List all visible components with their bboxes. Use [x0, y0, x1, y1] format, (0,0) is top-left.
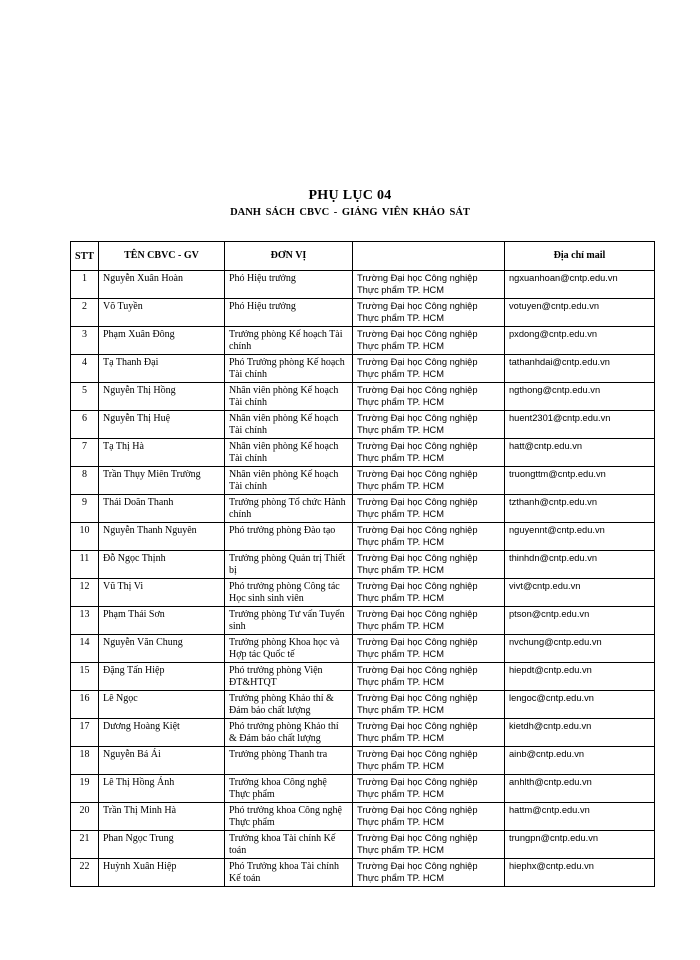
cell-stt: 9 — [71, 495, 99, 523]
table-row — [71, 719, 655, 747]
cell-stt: 3 — [71, 327, 99, 355]
cell-email: trungpn@cntp.edu.vn — [505, 831, 655, 859]
cell-school: Trường Đại học Công nghiệp Thực phẩm TP. HCM — [353, 607, 505, 635]
cell-email: ptson@cntp.edu.vn — [505, 607, 655, 635]
cell-email: nguyennt@cntp.edu.vn — [505, 523, 655, 551]
table-row — [71, 691, 655, 719]
cell-unit: Nhân viên phòng Kế hoạch Tài chính — [225, 439, 353, 467]
cell-school: Trường Đại học Công nghiệp Thực phẩm TP. HCM — [353, 747, 505, 775]
cell-unit: Phó trưởng khoa Công nghệ Thực phẩm — [225, 803, 353, 831]
table-row — [71, 355, 655, 383]
cell-stt: 11 — [71, 551, 99, 579]
cell-stt: 17 — [71, 719, 99, 747]
table-row — [71, 383, 655, 411]
cell-name: Tạ Thị Hà — [99, 439, 225, 467]
table-row — [71, 803, 655, 831]
cell-unit: Phó trưởng phòng Khảo thí & Đảm bảo chất lượng — [225, 719, 353, 747]
cell-stt: 14 — [71, 635, 99, 663]
table-row — [71, 439, 655, 467]
cell-name: Đỗ Ngọc Thịnh — [99, 551, 225, 579]
cell-name: Nguyễn Bá Ái — [99, 747, 225, 775]
cell-unit: Trưởng phòng Quản trị Thiết bị — [225, 551, 353, 579]
cell-stt: 22 — [71, 859, 99, 887]
cell-email: anhlth@cntp.edu.vn — [505, 775, 655, 803]
cell-name: Thái Doãn Thanh — [99, 495, 225, 523]
cell-name: Trần Thị Minh Hà — [99, 803, 225, 831]
cell-name: Lê Ngọc — [99, 691, 225, 719]
cell-stt: 13 — [71, 607, 99, 635]
cell-name: Phạm Xuân Đông — [99, 327, 225, 355]
cell-stt: 18 — [71, 747, 99, 775]
cell-unit: Trưởng phòng Kế hoạch Tài chính — [225, 327, 353, 355]
cell-school: Trường Đại học Công nghiệp Thực phẩm TP. HCM — [353, 299, 505, 327]
table-row — [71, 495, 655, 523]
cell-email: truongttm@cntp.edu.vn — [505, 467, 655, 495]
table-row — [71, 327, 655, 355]
cell-unit: Nhân viên phòng Kế hoạch Tài chính — [225, 411, 353, 439]
cell-unit: Phó Trưởng khoa Tài chính Kế toán — [225, 859, 353, 887]
cell-name: Trần Thụy Miên Trường — [99, 467, 225, 495]
cell-unit: Trưởng phòng Tổ chức Hành chính — [225, 495, 353, 523]
cell-unit: Phó Hiệu trưởng — [225, 271, 353, 299]
cell-school: Trường Đại học Công nghiệp Thực phẩm TP. HCM — [353, 691, 505, 719]
cell-school: Trường Đại học Công nghiệp Thực phẩm TP. HCM — [353, 803, 505, 831]
cell-school: Trường Đại học Công nghiệp Thực phẩm TP. HCM — [353, 355, 505, 383]
table-row — [71, 271, 655, 299]
header-stt: STT — [71, 242, 99, 271]
cell-email: tzthanh@cntp.edu.vn — [505, 495, 655, 523]
cell-school: Trường Đại học Công nghiệp Thực phẩm TP. HCM — [353, 411, 505, 439]
cell-school: Trường Đại học Công nghiệp Thực phẩm TP. HCM — [353, 327, 505, 355]
cell-email: hattm@cntp.edu.vn — [505, 803, 655, 831]
table-row — [71, 579, 655, 607]
cell-school: Trường Đại học Công nghiệp Thực phẩm TP. HCM — [353, 831, 505, 859]
cell-name: Dương Hoàng Kiệt — [99, 719, 225, 747]
cell-school: Trường Đại học Công nghiệp Thực phẩm TP. HCM — [353, 635, 505, 663]
cell-name: Vũ Thị Vi — [99, 579, 225, 607]
cell-email: nvchung@cntp.edu.vn — [505, 635, 655, 663]
cell-name: Nguyễn Thị Huệ — [99, 411, 225, 439]
cell-stt: 20 — [71, 803, 99, 831]
table-row — [71, 551, 655, 579]
cell-email: ngxuanhoan@cntp.edu.vn — [505, 271, 655, 299]
cell-email: pxdong@cntp.edu.vn — [505, 327, 655, 355]
table-row — [71, 831, 655, 859]
cell-email: votuyen@cntp.edu.vn — [505, 299, 655, 327]
header-name: TÊN CBVC - GV — [99, 242, 225, 271]
cell-school: Trường Đại học Công nghiệp Thực phẩm TP. HCM — [353, 383, 505, 411]
table-row — [71, 663, 655, 691]
cell-name: Nguyễn Xuân Hoàn — [99, 271, 225, 299]
table-row — [71, 523, 655, 551]
table-header-row — [71, 242, 655, 271]
cell-unit: Phó Trưởng phòng Kế hoạch Tài chính — [225, 355, 353, 383]
cell-unit: Trưởng phòng Khoa học và Hợp tác Quốc tế — [225, 635, 353, 663]
cell-stt: 1 — [71, 271, 99, 299]
cell-name: Đặng Tấn Hiệp — [99, 663, 225, 691]
cell-email: huent2301@cntp.edu.vn — [505, 411, 655, 439]
cell-name: Lê Thị Hồng Ánh — [99, 775, 225, 803]
table-row — [71, 299, 655, 327]
cell-stt: 15 — [71, 663, 99, 691]
cell-email: vivt@cntp.edu.vn — [505, 579, 655, 607]
cell-school: Trường Đại học Công nghiệp Thực phẩm TP. HCM — [353, 663, 505, 691]
cell-school: Trường Đại học Công nghiệp Thực phẩm TP. HCM — [353, 579, 505, 607]
cell-unit: Trưởng phòng Khảo thí & Đảm bảo chất lượng — [225, 691, 353, 719]
header-email: Địa chỉ mail — [505, 242, 655, 271]
table-body — [71, 271, 655, 887]
cell-name: Phạm Thái Sơn — [99, 607, 225, 635]
cell-email: tathanhdai@cntp.edu.vn — [505, 355, 655, 383]
header-school — [353, 242, 505, 271]
cell-email: lengoc@cntp.edu.vn — [505, 691, 655, 719]
cell-school: Trường Đại học Công nghiệp Thực phẩm TP. HCM — [353, 775, 505, 803]
cell-name: Nguyễn Văn Chung — [99, 635, 225, 663]
cell-email: hiephx@cntp.edu.vn — [505, 859, 655, 887]
cell-stt: 21 — [71, 831, 99, 859]
cell-name: Tạ Thanh Đại — [99, 355, 225, 383]
cell-name: Nguyễn Thị Hồng — [99, 383, 225, 411]
table-row — [71, 747, 655, 775]
cell-unit: Nhân viên phòng Kế hoạch Tài chính — [225, 467, 353, 495]
cell-school: Trường Đại học Công nghiệp Thực phẩm TP. HCM — [353, 467, 505, 495]
cell-unit: Phó trưởng phòng Công tác Học sinh sinh viên — [225, 579, 353, 607]
cell-email: thinhdn@cntp.edu.vn — [505, 551, 655, 579]
cell-school: Trường Đại học Công nghiệp Thực phẩm TP. HCM — [353, 523, 505, 551]
page-title: PHỤ LỤC 04 — [308, 188, 392, 203]
cell-stt: 7 — [71, 439, 99, 467]
cell-name: Phan Ngọc Trung — [99, 831, 225, 859]
cell-stt: 2 — [71, 299, 99, 327]
cell-email: ngthong@cntp.edu.vn — [505, 383, 655, 411]
table-row — [71, 635, 655, 663]
cell-name: Huỳnh Xuân Hiệp — [99, 859, 225, 887]
cell-unit: Phó trưởng phòng Viện ĐT&HTQT — [225, 663, 353, 691]
table-row — [71, 775, 655, 803]
cell-school: Trường Đại học Công nghiệp Thực phẩm TP. HCM — [353, 495, 505, 523]
cell-email: hatt@cntp.edu.vn — [505, 439, 655, 467]
cell-school: Trường Đại học Công nghiệp Thực phẩm TP. HCM — [353, 271, 505, 299]
cell-stt: 8 — [71, 467, 99, 495]
cell-school: Trường Đại học Công nghiệp Thực phẩm TP. HCM — [353, 859, 505, 887]
cell-unit: Trưởng khoa Công nghệ Thực phẩm — [225, 775, 353, 803]
cell-unit: Trưởng phòng Tư vấn Tuyển sinh — [225, 607, 353, 635]
table-row — [71, 411, 655, 439]
cell-email: hiepdt@cntp.edu.vn — [505, 663, 655, 691]
cell-stt: 19 — [71, 775, 99, 803]
cell-stt: 4 — [71, 355, 99, 383]
cell-school: Trường Đại học Công nghiệp Thực phẩm TP. HCM — [353, 551, 505, 579]
cell-stt: 16 — [71, 691, 99, 719]
cell-stt: 12 — [71, 579, 99, 607]
cell-unit: Phó Hiệu trưởng — [225, 299, 353, 327]
table-row — [71, 607, 655, 635]
cell-unit: Trưởng khoa Tài chính Kế toán — [225, 831, 353, 859]
cell-stt: 10 — [71, 523, 99, 551]
header-unit: ĐƠN VỊ — [225, 242, 353, 271]
table-row — [71, 859, 655, 887]
cell-school: Trường Đại học Công nghiệp Thực phẩm TP. HCM — [353, 439, 505, 467]
staff-table — [70, 241, 655, 887]
cell-stt: 5 — [71, 383, 99, 411]
cell-email: kietdh@cntp.edu.vn — [505, 719, 655, 747]
cell-unit: Trưởng phòng Thanh tra — [225, 747, 353, 775]
cell-name: Võ Tuyền — [99, 299, 225, 327]
table-row — [71, 467, 655, 495]
cell-name: Nguyễn Thanh Nguyên — [99, 523, 225, 551]
cell-unit: Nhân viên phòng Kế hoạch Tài chính — [225, 383, 353, 411]
cell-school: Trường Đại học Công nghiệp Thực phẩm TP. HCM — [353, 719, 505, 747]
cell-email: ainb@cntp.edu.vn — [505, 747, 655, 775]
cell-unit: Phó trưởng phòng Đào tạo — [225, 523, 353, 551]
cell-stt: 6 — [71, 411, 99, 439]
page-subtitle: DANH SÁCH CBVC - GIẢNG VIÊN KHẢO SÁT — [230, 207, 470, 218]
